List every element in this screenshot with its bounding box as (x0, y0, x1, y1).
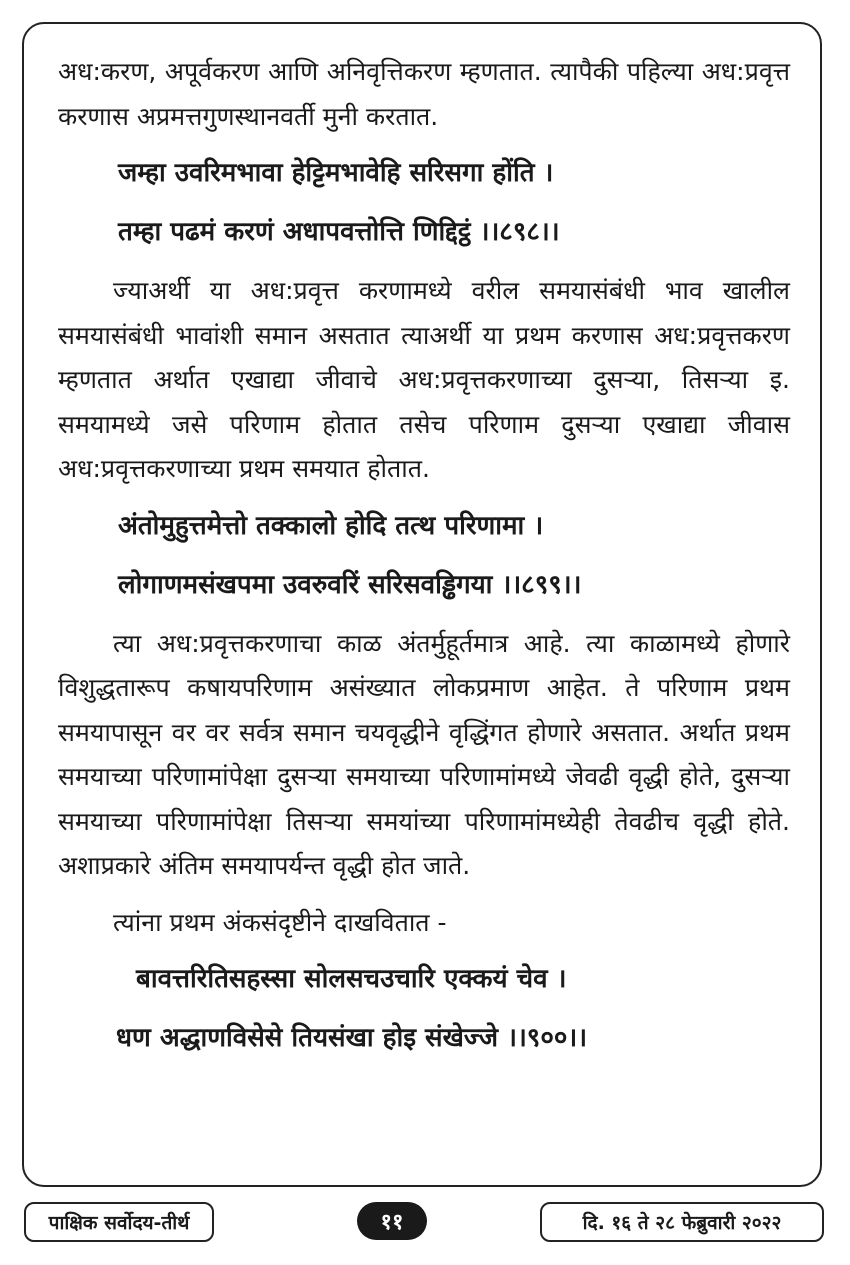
footer-date: दि. १६ ते २८ फेब्रुवारी २०२२ (540, 1202, 824, 1242)
page-number-badge: ११ (357, 1202, 427, 1240)
paragraph-1: अध:करण, अपूर्वकरण आणि अनिवृत्तिकरण म्हणतात. त्यापैकी पहिल्या अध:प्रवृत्त करणास अप्रमत्तगुणस्थानवर्ती मुनी करतात. (58, 57, 790, 131)
footer-publication-name: पाक्षिक सर्वोदय-तीर्थ (24, 1202, 214, 1242)
paragraph-3: त्या अध:प्रवृत्तकरणाचा काळ अंतर्मुहूर्तमात्र आहे. त्या काळामध्ये होणारे विशुद्धतारूप कषायपरिणाम असंख्यात लोकप्रमाण आहेत. ते परिणाम प्रथम समयापासून वर वर सर्वत्र समान चयवृद्धीने वृद्धिंगत होणारे असतात. अर्थात प्रथम समयाच्या परिणामांपेक्षा दुसऱ्या समयाच्या परिणामांमध्ये जेवढी वृद्धी होते, दुसऱ्या समयाच्या परिणामांपेक्षा तिसऱ्या समयांच्या परिणामांमध्येही तेवढीच वृद्धी होते. अशाप्रकारे अंतिम समयापर्यन्त वृद्धी होत जाते. (58, 628, 790, 880)
verse-900-line-1: बावत्तरितिसहस्सा सोलसचउचारि एक्कयं चेव । (136, 964, 567, 994)
page-content (58, 50, 790, 1075)
paragraph-4: त्यांना प्रथम अंकसंदृष्टीने दाखवितात - (113, 907, 447, 937)
verse-898-line-2: तम्हा पढमं करणं अधापवत्तोत्ति णिद्दिट्ठं ।।८९८।। (118, 217, 560, 247)
verse-899-line-1: अंतोमुहुत्तमेत्तो तक्कालो होदि तत्थ परिणामा । (118, 510, 544, 541)
paragraph-2: ज्याअर्थी या अध:प्रवृत्त करणामध्ये वरील समयासंबंधी भाव खालील समयासंबंधी भावांशी समान असतात त्याअर्थी या प्रथम करणास अध:प्रवृत्तकरण म्हणतात अर्थात एखाद्या जीवाचे अध:प्रवृत्तकरणाच्या दुसऱ्या, तिसऱ्या इ. समयामध्ये जसे परिणाम होतात तसेच परिणाम दुसऱ्या एखाद्या जीवास अध:प्रवृत्तकरणाच्या प्रथम समयात होतात. (58, 276, 790, 483)
verse-898-line-1: जम्हा उवरिमभावा हेट्टिमभावेहि सरिसगा होंति । (118, 158, 554, 188)
verse-900-line-2: धण अद्धाणविसेसे तियसंखा होइ संखेज्जे ।।९००।। (116, 1023, 588, 1053)
verse-899-line-2: लोगाणमसंखपमा उवरुवरिं सरिसवड्ढिगया ।।८९९।। (118, 569, 582, 600)
